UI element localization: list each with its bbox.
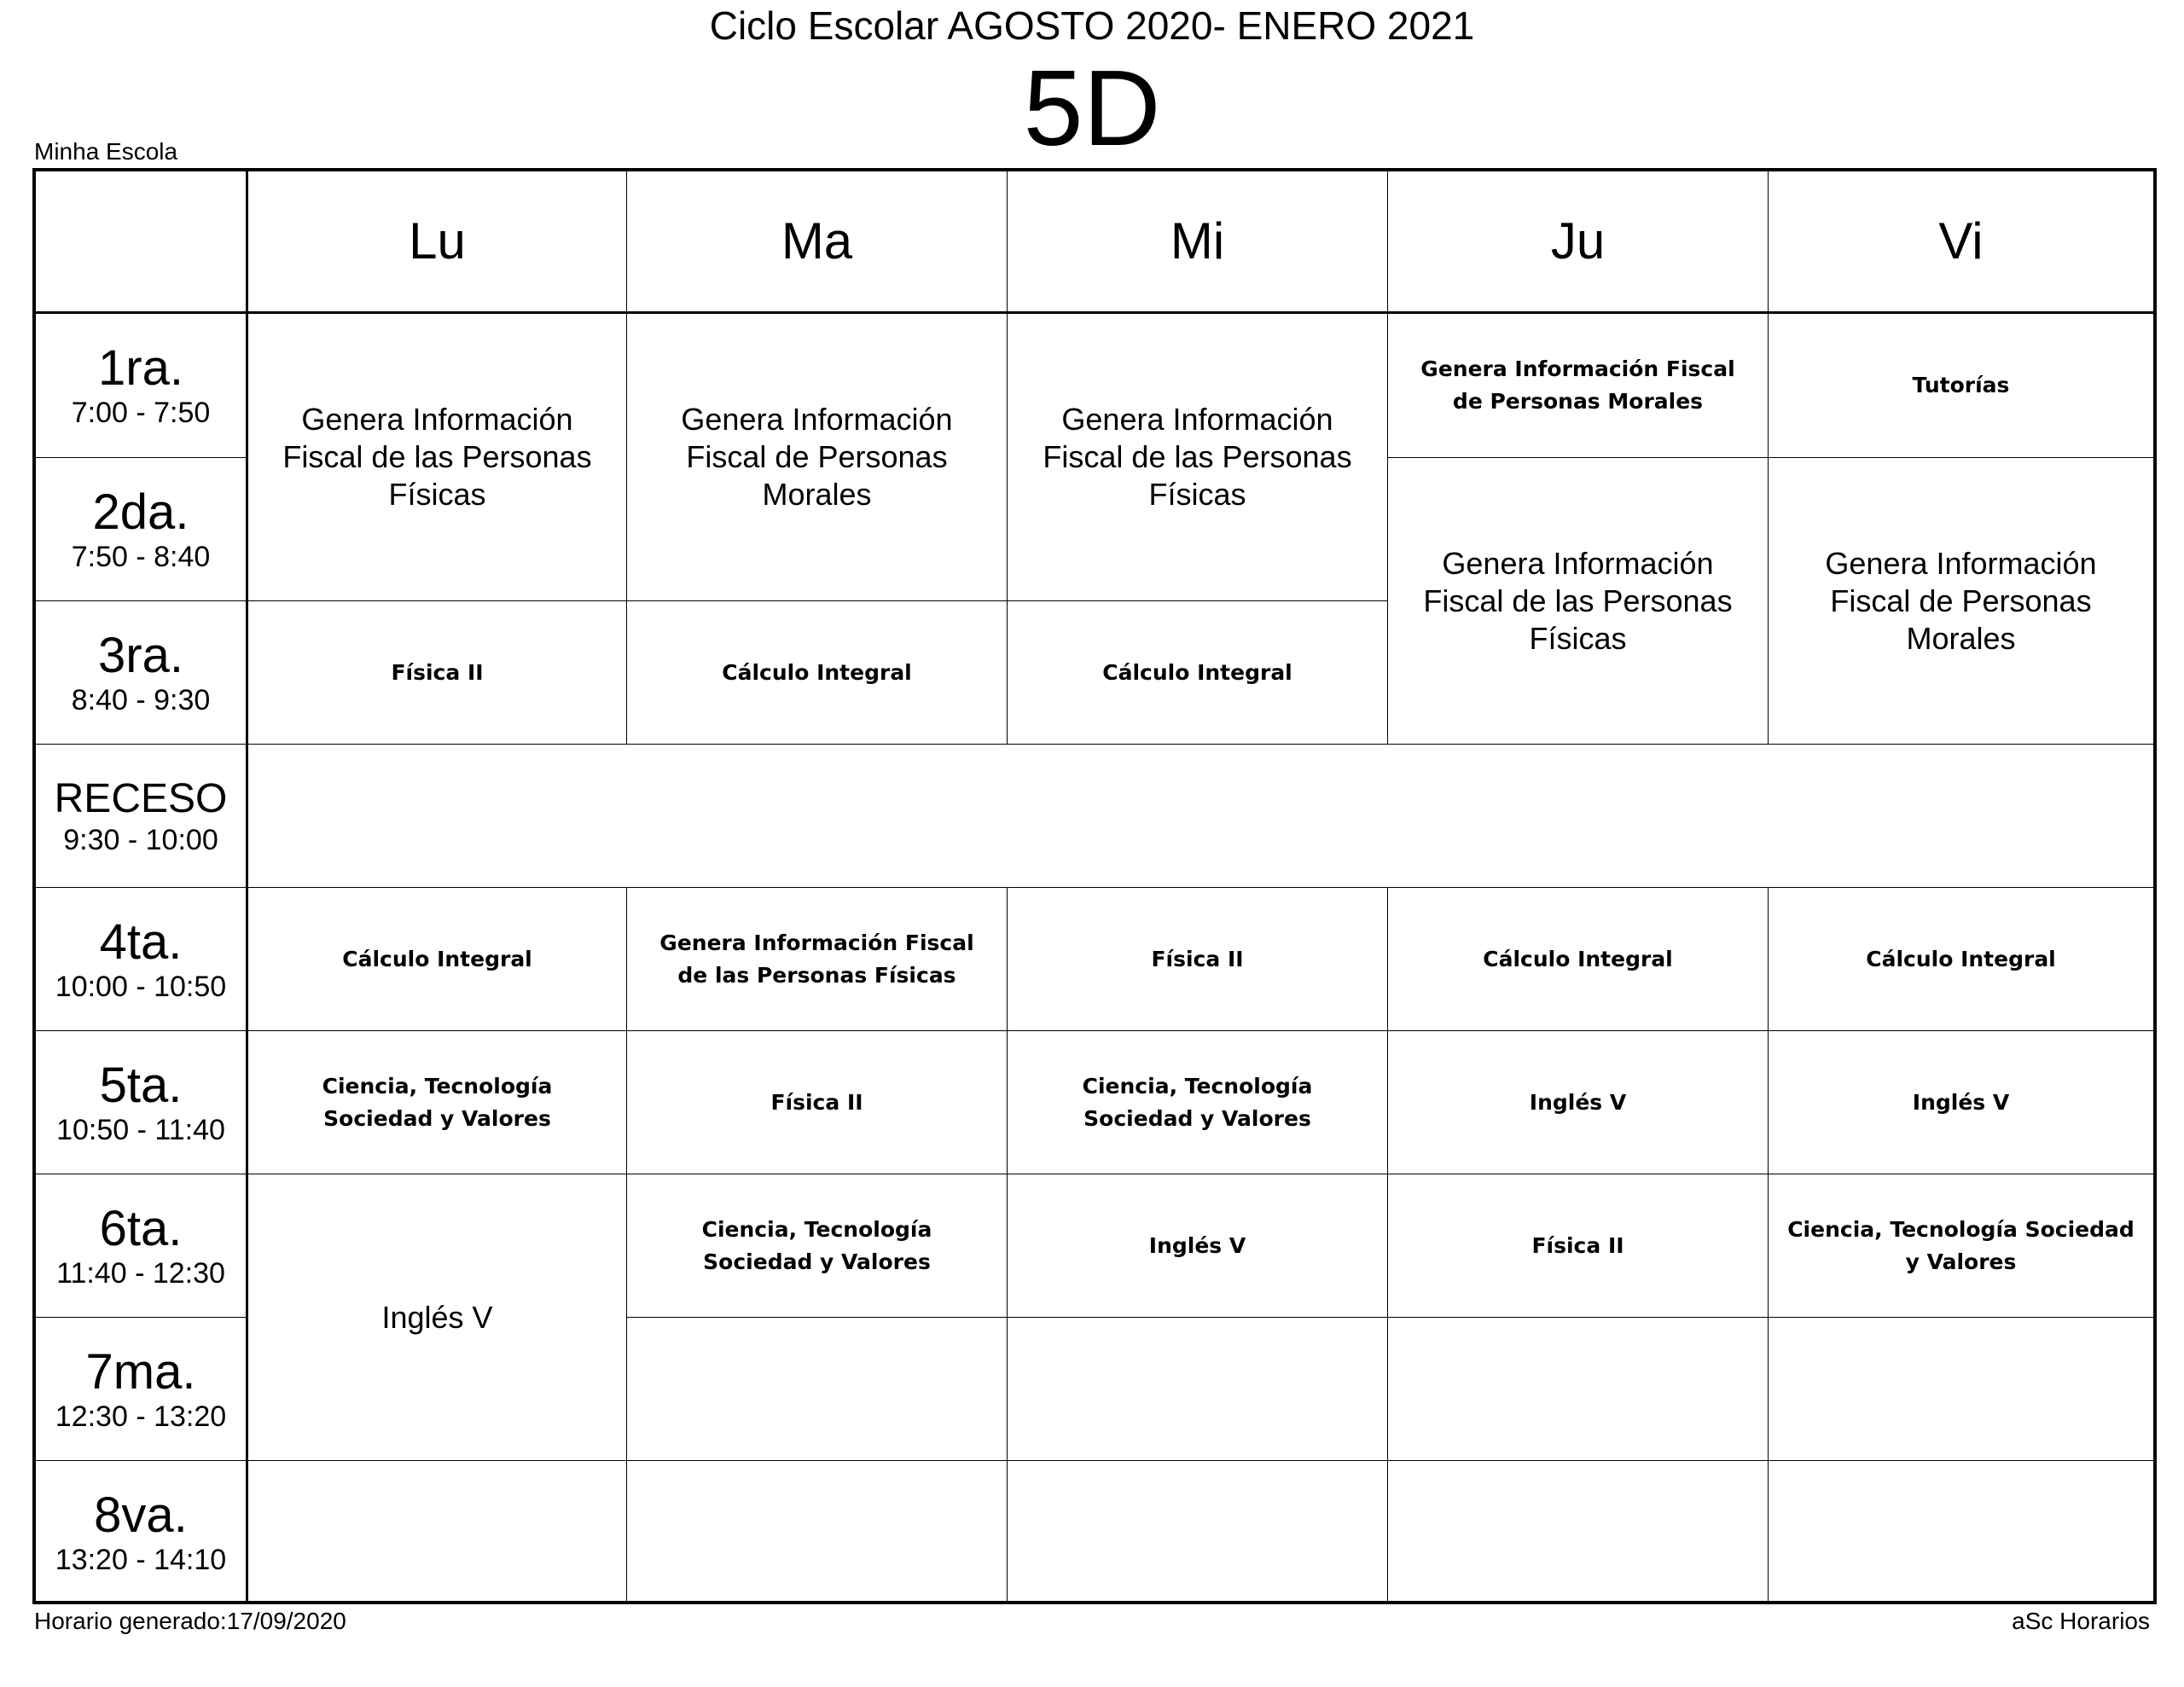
lesson-cell[interactable]: Genera Información Fiscal de Personas Morales bbox=[1825, 545, 2097, 656]
period-name: RECESO bbox=[54, 775, 228, 821]
period-label bbox=[36, 1461, 246, 1604]
lesson-cell[interactable]: Genera Información Fiscal de las Personas Físicas bbox=[282, 402, 592, 512]
lesson-cell[interactable]: Ciencia, Tecnología Sociedad y Valores bbox=[701, 1216, 932, 1274]
period-name: 1ra. bbox=[98, 340, 183, 396]
lesson-cell[interactable]: Física II bbox=[391, 659, 484, 685]
lesson-cell[interactable]: Cálculo Integral bbox=[1483, 946, 1673, 971]
period-label bbox=[36, 1174, 246, 1317]
day-header-ju: Ju bbox=[1550, 212, 1606, 270]
timetable bbox=[32, 168, 2157, 1604]
lesson-cell[interactable]: Genera Información Fiscal de Personas Morales bbox=[681, 402, 953, 512]
period-time: 12:30 - 13:20 bbox=[55, 1400, 227, 1433]
lesson-cell[interactable]: Genera Información Fiscal de las Personas Físicas bbox=[1423, 545, 1733, 656]
period-name: 2da. bbox=[92, 484, 189, 540]
vendor-credit: aSc Horarios bbox=[2012, 1608, 2150, 1634]
period-name: 4ta. bbox=[99, 913, 183, 970]
period-time: 10:50 - 11:40 bbox=[56, 1113, 225, 1146]
lesson-cell[interactable]: Inglés V bbox=[1912, 1089, 2010, 1115]
lesson-cell[interactable]: Física II bbox=[1151, 946, 1244, 971]
lesson-cell[interactable]: Ciencia, Tecnología Sociedad y Valores bbox=[322, 1073, 553, 1131]
school-name: Minha Escola bbox=[34, 138, 178, 165]
lesson-cell[interactable]: Genera Información Fiscal de Personas Morales bbox=[1420, 357, 1735, 414]
period-time: 10:00 - 10:50 bbox=[55, 970, 227, 1003]
day-header-vi: Vi bbox=[1938, 212, 1984, 270]
period-name: 3ra. bbox=[98, 627, 183, 683]
lesson-cell[interactable]: Física II bbox=[770, 1089, 863, 1115]
lesson-cell[interactable]: Genera Información Fiscal de las Personas Físicas bbox=[659, 930, 974, 988]
period-label bbox=[36, 1031, 246, 1174]
cycle-title: Ciclo Escolar AGOSTO 2020- ENERO 2021 bbox=[709, 3, 1475, 48]
lesson-cell[interactable]: Física II bbox=[1531, 1232, 1624, 1258]
period-label bbox=[36, 1318, 246, 1460]
period-name: 5ta. bbox=[99, 1057, 183, 1113]
lesson-cell[interactable]: Cálculo Integral bbox=[1866, 946, 2056, 971]
lesson-cell[interactable]: Inglés V bbox=[1529, 1089, 1627, 1115]
divider bbox=[36, 1460, 2153, 1461]
lesson-cell[interactable]: Cálculo Integral bbox=[722, 659, 912, 685]
day-header-ma: Ma bbox=[781, 212, 853, 270]
group-name: 5D bbox=[1023, 48, 1161, 168]
generated-date: Horario generado:17/09/2020 bbox=[34, 1608, 346, 1634]
receso-row bbox=[248, 745, 2153, 887]
period-time: 7:00 - 7:50 bbox=[71, 397, 211, 429]
period-time: 8:40 - 9:30 bbox=[71, 683, 211, 716]
lesson-cell[interactable]: Inglés V bbox=[381, 1299, 493, 1335]
lesson-cell[interactable]: Cálculo Integral bbox=[1102, 659, 1292, 685]
period-time: 9:30 - 10:00 bbox=[63, 823, 218, 856]
period-label bbox=[36, 314, 246, 457]
lesson-cell[interactable]: Ciencia, Tecnología Sociedad y Valores bbox=[1787, 1216, 2135, 1274]
lesson-cell[interactable]: Genera Información Fiscal de las Personas Físicas bbox=[1043, 402, 1352, 512]
period-label-receso bbox=[36, 745, 246, 887]
divider bbox=[626, 1317, 2153, 1318]
day-header-mi: Mi bbox=[1170, 212, 1225, 270]
period-label bbox=[36, 458, 246, 600]
period-time: 13:20 - 14:10 bbox=[55, 1544, 227, 1576]
period-name: 8va. bbox=[94, 1487, 188, 1543]
period-name: 7ma. bbox=[85, 1343, 196, 1400]
lesson-cell[interactable]: Tutorías bbox=[1912, 373, 2010, 397]
period-time: 11:40 - 12:30 bbox=[56, 1256, 225, 1290]
lesson-cell[interactable]: Inglés V bbox=[1148, 1232, 1246, 1258]
period-label bbox=[36, 601, 246, 744]
period-name: 6ta. bbox=[99, 1200, 183, 1256]
period-time: 7:50 - 8:40 bbox=[71, 540, 211, 573]
period-label bbox=[36, 888, 246, 1030]
day-header-lu: Lu bbox=[409, 212, 466, 270]
lesson-cell[interactable]: Cálculo Integral bbox=[342, 946, 532, 971]
lesson-cell[interactable]: Ciencia, Tecnología Sociedad y Valores bbox=[1082, 1073, 1313, 1131]
